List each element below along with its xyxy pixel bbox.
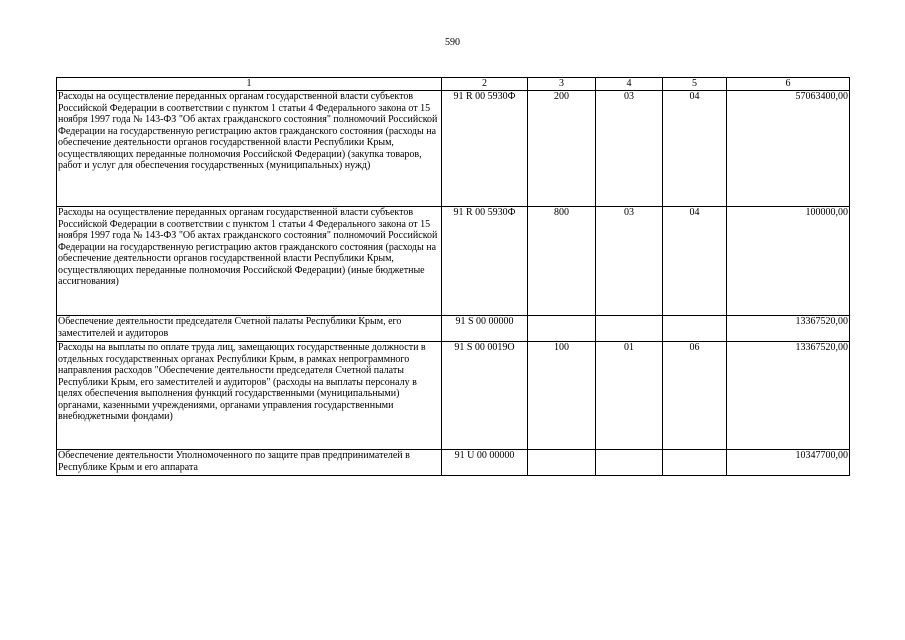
row-code: 91 S 00 0019О (442, 342, 528, 450)
table-body (57, 91, 850, 476)
row-sum: 13367520,00 (727, 342, 850, 450)
row-code: 91 S 00 00000 (442, 316, 528, 342)
row-section (596, 450, 663, 476)
column-header: 6 (727, 78, 850, 91)
row-expense-type (528, 450, 596, 476)
row-name: Обеспечение деятельности председателя Счетной палаты Республики Крым, его заместителей и аудиторов (57, 316, 442, 342)
row-name: Расходы на выплаты по оплате труда лиц, замещающих государственные должности в отдельных государственных органах Республики Крым, в рамках непрограммного направления расходов "Обеспечение деятельности председателя Счетной палаты Республики Крым, его заместителей и аудиторов" (расходы на выплаты персоналу в целях обеспечения выполнения функций государственными (муниципальными) органами, казенными учреждениями, органами управления государственными внебюджетными фондами) (57, 342, 442, 450)
table-row (57, 450, 850, 476)
row-expense-type: 200 (528, 91, 596, 207)
row-expense-type (528, 316, 596, 342)
row-section (596, 316, 663, 342)
row-subsection (663, 316, 727, 342)
row-code: 91 R 00 5930Ф (442, 91, 528, 207)
row-section: 03 (596, 207, 663, 316)
table-header (57, 78, 850, 91)
table-row (57, 316, 850, 342)
row-section: 01 (596, 342, 663, 450)
table-row (57, 342, 850, 450)
row-name: Расходы на осуществление переданных органам государственной власти субъектов Российской Федерации в соответствии с пунктом 1 статьи 4 Федерального закона от 15 ноября 1997 года № 143-ФЗ "Об актах гражданского состояния" полномочий Российской Федерации на государственную регистрацию актов гражданского состояния (расходы на обеспечение деятельности органов государственной власти Республики Крым, осуществляющих переданные полномочия Российской Федерации) (закупка товаров, работ и услуг для обеспечения государственных (муниципальных) нужд) (57, 91, 442, 207)
column-header: 5 (663, 78, 727, 91)
row-name: Обеспечение деятельности Уполномоченного по защите прав предпринимателей в Республике Крым и его аппарата (57, 450, 442, 476)
header-row (57, 78, 850, 91)
row-expense-type: 100 (528, 342, 596, 450)
row-sum: 13367520,00 (727, 316, 850, 342)
row-name: Расходы на осуществление переданных органам государственной власти субъектов Российской Федерации в соответствии с пунктом 1 статьи 4 Федерального закона от 15 ноября 1997 года № 143-ФЗ "Об актах гражданского состояния" полномочий Российской Федерации на государственную регистрацию актов гражданского состояния (расходы на обеспечение деятельности органов государственной власти Республики Крым, осуществляющих переданные полномочия Российской Федерации) (иные бюджетные ассигнования) (57, 207, 442, 316)
table-row (57, 207, 850, 316)
row-sum: 57063400,00 (727, 91, 850, 207)
row-subsection (663, 450, 727, 476)
budget-table (56, 77, 850, 476)
row-code: 91 U 00 00000 (442, 450, 528, 476)
table-row (57, 91, 850, 207)
column-header: 3 (528, 78, 596, 91)
row-section: 03 (596, 91, 663, 207)
row-subsection: 04 (663, 91, 727, 207)
column-header: 2 (442, 78, 528, 91)
row-sum: 10347700,00 (727, 450, 850, 476)
page-number: 590 (445, 37, 460, 48)
row-subsection: 06 (663, 342, 727, 450)
row-sum: 100000,00 (727, 207, 850, 316)
column-header: 1 (57, 78, 442, 91)
row-expense-type: 800 (528, 207, 596, 316)
row-subsection: 04 (663, 207, 727, 316)
column-header: 4 (596, 78, 663, 91)
row-code: 91 R 00 5930Ф (442, 207, 528, 316)
